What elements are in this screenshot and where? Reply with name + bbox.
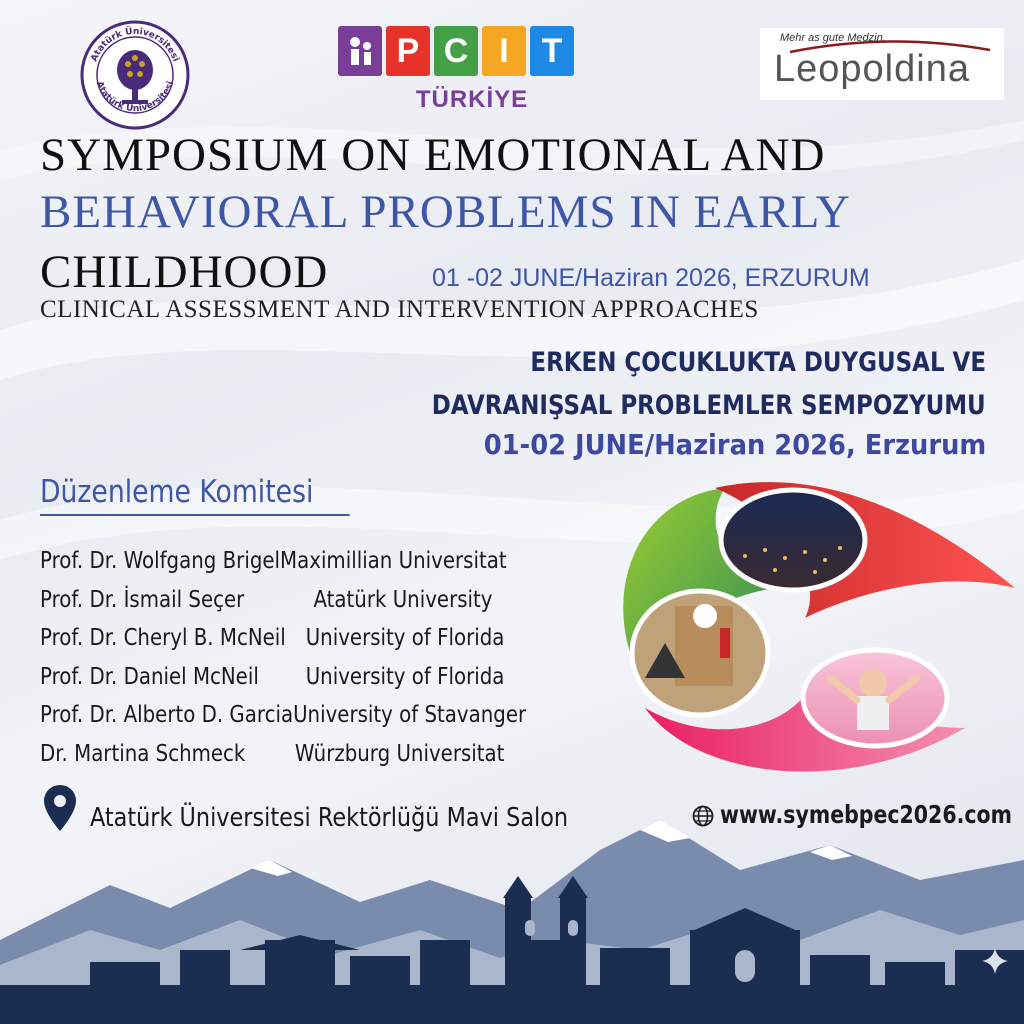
pcit-letter-t: T xyxy=(530,26,574,76)
member-affiliation: University of Stavanger xyxy=(293,702,527,729)
pcit-letter-p: P xyxy=(386,26,430,76)
title-line-3: CHILDHOOD xyxy=(40,246,329,298)
sparkle-icon xyxy=(980,946,1010,976)
pcit-letter-i: I xyxy=(482,26,526,76)
turkish-title-line-1: ERKEN ÇOCUKLUKTA DUYGUSAL VE xyxy=(530,347,986,378)
committee-member xyxy=(40,658,504,697)
svg-text:Atatürk Üniversitesi: Atatürk Üniversitesi xyxy=(89,26,181,64)
title-line-1: SYMPOSIUM ON EMOTIONAL AND xyxy=(40,129,826,181)
member-affiliation: University of Florida xyxy=(305,663,505,690)
event-date-turkish: 01-02 JUNE/Haziran 2026, Erzurum xyxy=(483,428,986,461)
committee-member xyxy=(40,619,504,658)
committee-list xyxy=(40,542,580,773)
committee-member xyxy=(40,696,527,735)
committee-member xyxy=(40,581,504,620)
member-name: Prof. Dr. İsmail Seçer xyxy=(40,586,245,613)
committee-heading: Düzenleme Komitesi xyxy=(40,474,350,516)
venue-location: Atatürk Üniversitesi Rektörlüğü Mavi Salon xyxy=(90,803,569,833)
title-subtitle: CLINICAL ASSESSMENT AND INTERVENTION APPROACHES xyxy=(40,296,759,323)
member-affiliation: University of Florida xyxy=(305,625,505,652)
photo-swirl-illustration xyxy=(605,478,1015,778)
pcit-letter-c: C xyxy=(434,26,478,76)
title-line-2: BEHAVIORAL PROBLEMS IN EARLY xyxy=(40,186,851,238)
member-affiliation: Würzburg Universitat xyxy=(294,740,505,767)
svg-text:Atatürk Üniversitesi: Atatürk Üniversitesi xyxy=(93,80,177,115)
member-affiliation: Maximillian Universitat xyxy=(280,548,507,575)
committee-member xyxy=(40,735,504,774)
turkish-title-line-2: DAVRANIŞSAL PROBLEMLER SEMPOZYUMU xyxy=(432,390,986,421)
member-name: Prof. Dr. Cheryl B. McNeil xyxy=(40,625,286,652)
city-skyline-illustration xyxy=(0,790,1024,1024)
pcit-logo xyxy=(338,26,600,82)
committee-member xyxy=(40,542,507,581)
leopoldina-name: Leopoldina xyxy=(774,48,970,90)
pcit-subtitle: TÜRKİYE xyxy=(415,86,529,113)
member-name: Prof. Dr. Daniel McNeil xyxy=(40,663,259,690)
event-date-english: 01 -02 JUNE/Haziran 2026, ERZURUM xyxy=(432,264,870,292)
pcit-mark-icon xyxy=(338,26,382,76)
university-seal-logo xyxy=(80,20,190,130)
member-affiliation: Atatürk University xyxy=(313,586,493,613)
leopoldina-tagline: Mehr as gute Medzin. xyxy=(780,32,886,44)
member-name: Prof. Dr. Alberto D. Garcia xyxy=(40,702,294,729)
member-name: Prof. Dr. Wolfgang Brigel xyxy=(40,548,281,575)
member-name: Dr. Martina Schmeck xyxy=(40,740,246,767)
website-url[interactable]: www.symebpec2026.com xyxy=(720,800,1012,829)
